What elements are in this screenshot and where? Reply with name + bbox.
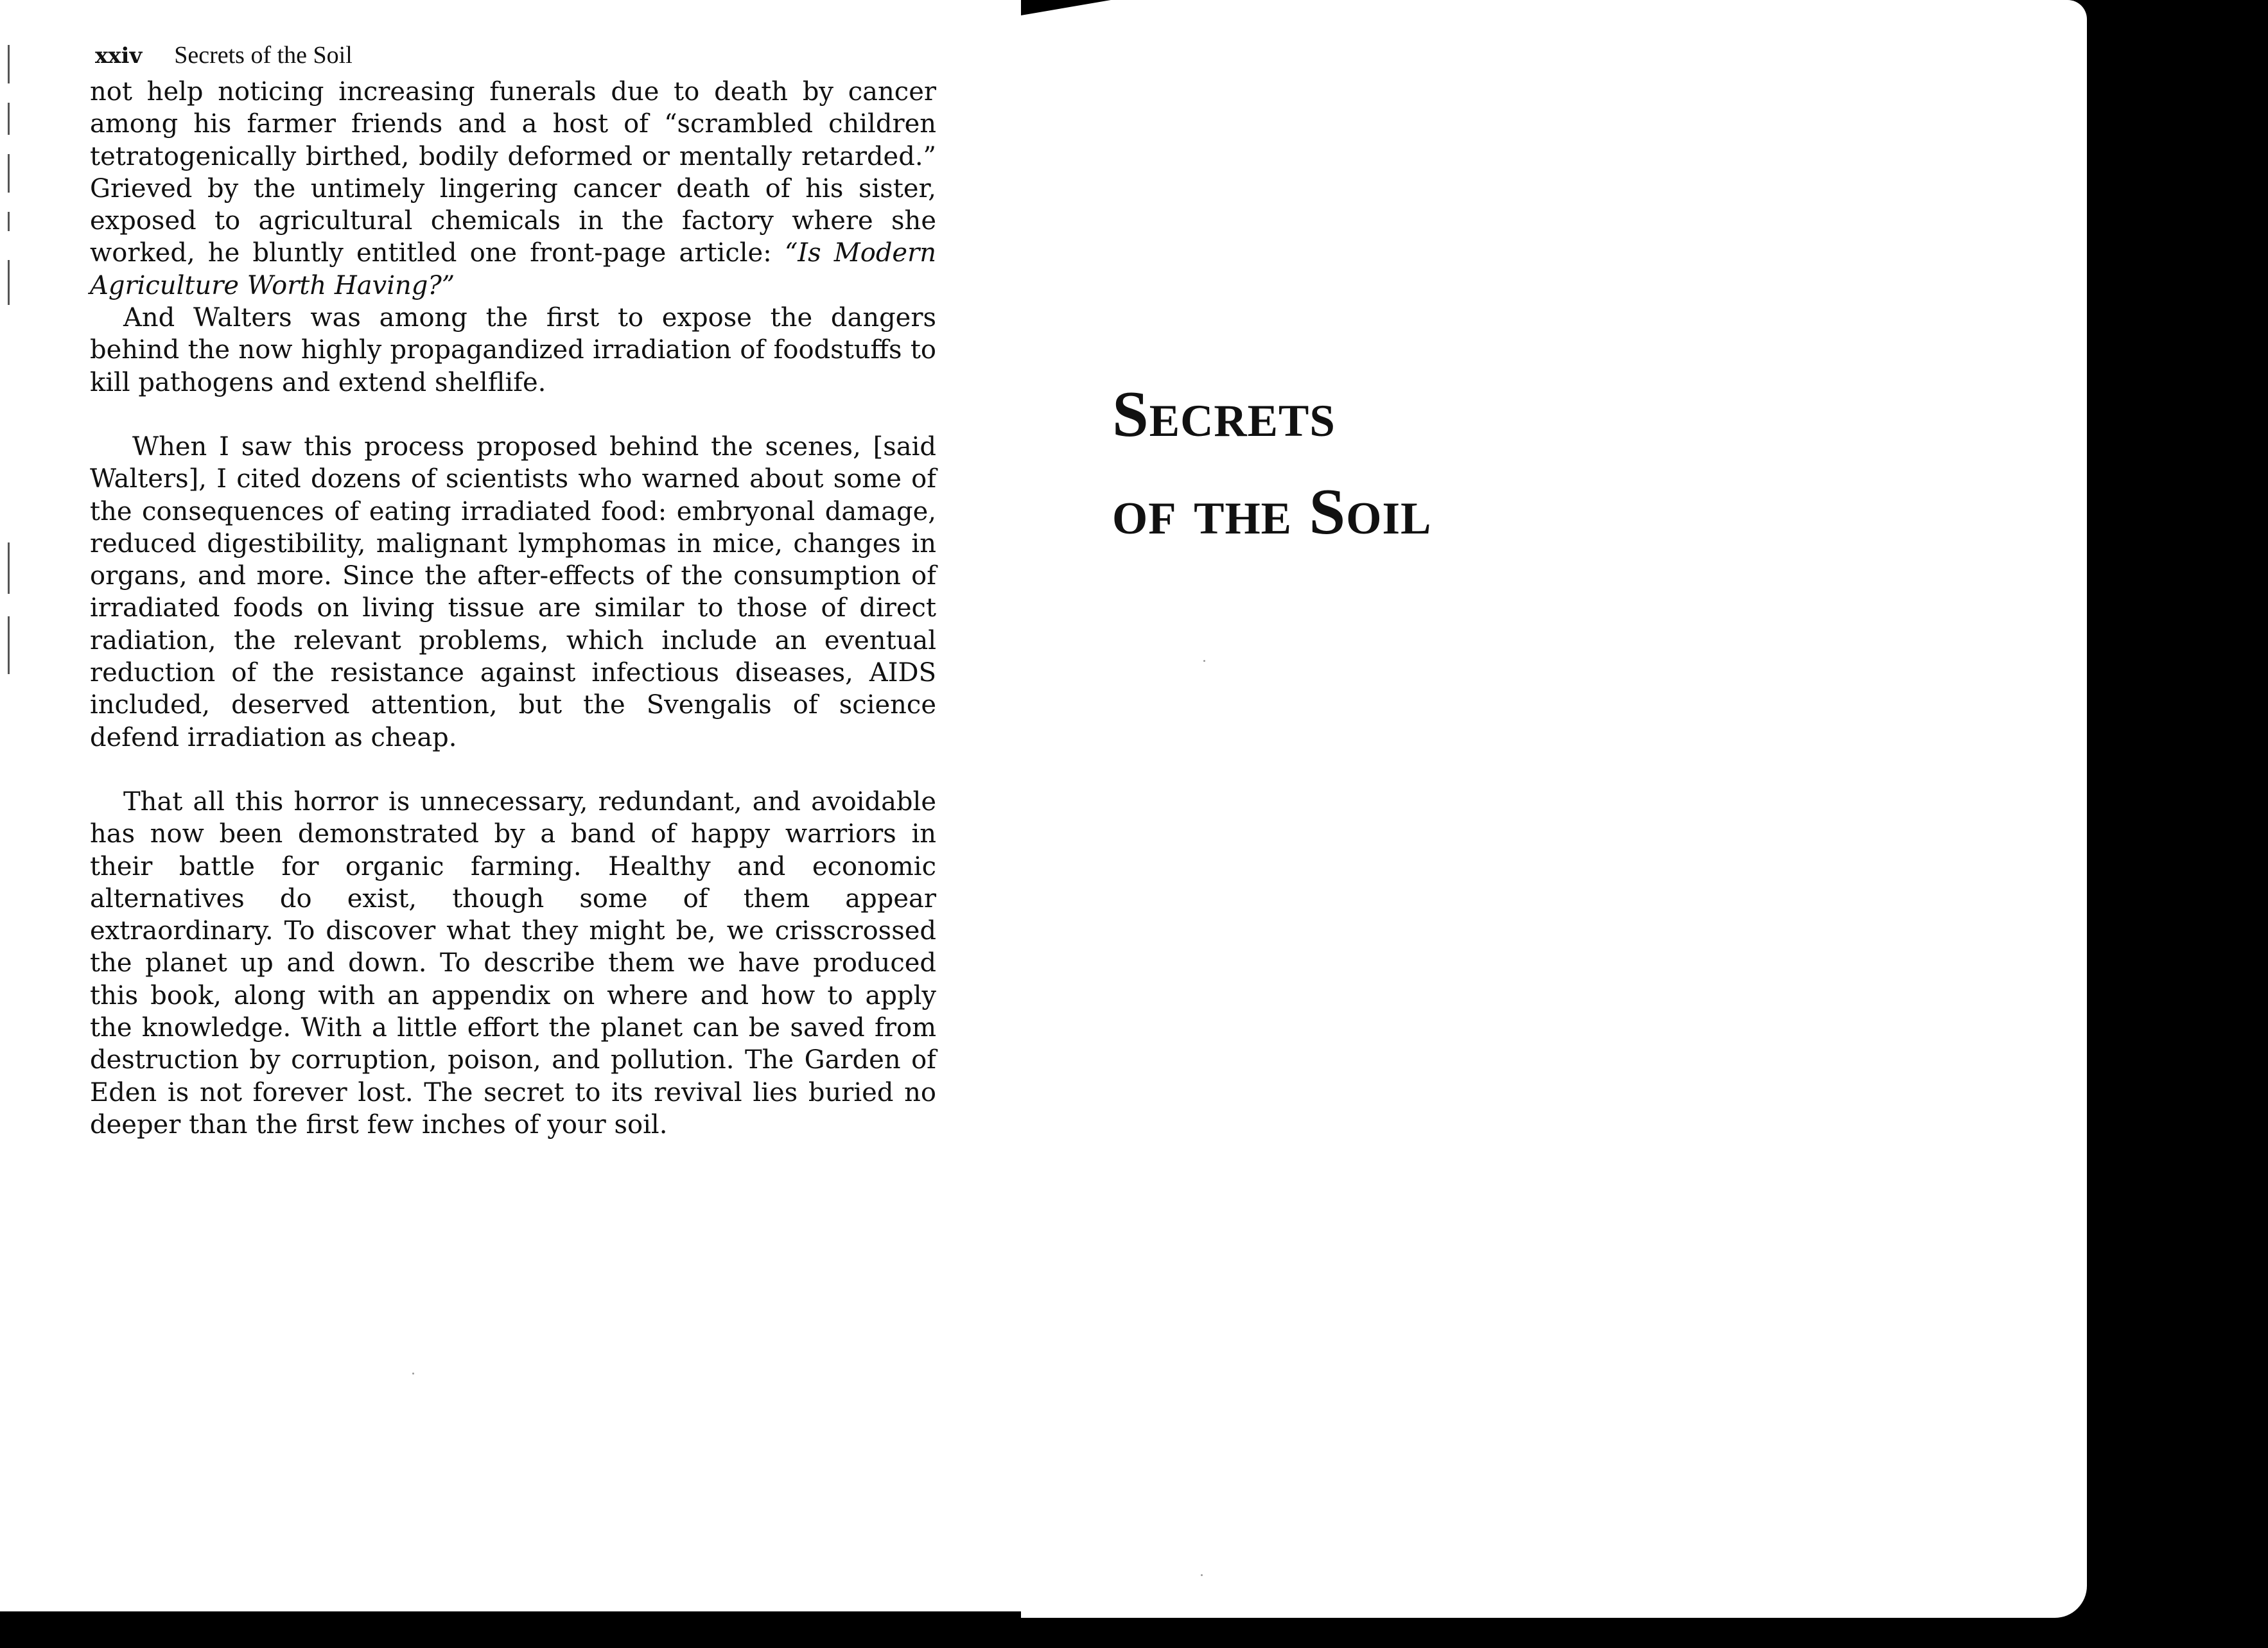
- scan-mark: [8, 45, 10, 83]
- scan-mark: [8, 103, 10, 135]
- block-quote: When I saw this process proposed behind the scenes, [said Walters], I cited dozens of scientists who warned about some of the consequences of eating irradiated food: embryonal damage, reduced digestibility, malignant lymphomas in mice, changes in organs, and more. Since the after-effects of the consumption of irradiated foods on living tissue are similar to those of direct radiation, the relevant problems, which include an eventual reduction of the resistance against infectious diseases, AIDS included, deserved attention, but the Svengalis of science defend irradiation as cheap.: [90, 431, 936, 752]
- paragraph: [90, 76, 936, 302]
- scan-mark: [8, 154, 10, 193]
- body-text: [90, 76, 936, 1141]
- paragraph: That all this horror is unnecessary, redundant, and avoidable has now been demonstrated by a band of happy warriors in their battle for organic farming. Healthy and economic alternatives do exist, though some of them appear extraordinary. To discover what they might be, we crisscrossed the planet up and down. To describe them we have produced this book, along with an appendix on where and how to apply the knowledge. With a little effort the planet can be saved from destruction by corruption, poison, and pollution. The Garden of Eden is not forever lost. The secret to its revival lies buried no deeper than the first few inches of your soil.: [90, 786, 936, 1140]
- scan-mark: [8, 542, 10, 594]
- right-page: [1021, 0, 2087, 1618]
- running-head: [95, 41, 353, 69]
- book-title-line: of the Soil: [1112, 476, 1432, 548]
- left-page: [0, 0, 1027, 1611]
- article-title: “Is Modern Agriculture Worth Having?”: [90, 238, 936, 300]
- paper-speck: [1203, 660, 1205, 662]
- paragraph-text: not help noticing increasing funerals due to death by cancer among his farmer friends and a host of “scrambled children tetratogenically birthed, bodily deformed or mentally retarded.” Grieved by the untimely lingering cancer death of his sister, exposed to agricultural chemicals in the factory where she worked, he bluntly entitled one front-page article:: [90, 77, 936, 268]
- scan-mark: [8, 616, 10, 674]
- scan-mark: [8, 212, 10, 231]
- scan-mark: [8, 260, 10, 305]
- paper-speck: [412, 1373, 414, 1375]
- paper-speck: [1201, 1574, 1203, 1576]
- book-title: [1112, 366, 1431, 561]
- page-number: xxiv: [95, 43, 143, 69]
- book-title-line: Secrets: [1112, 378, 1336, 451]
- paragraph: And Walters was among the first to expose the dangers behind the now highly propagandized irradiation of foodstuffs to kill pathogens and extend shelflife.: [90, 303, 936, 397]
- running-head-title: Secrets of the Soil: [174, 42, 353, 69]
